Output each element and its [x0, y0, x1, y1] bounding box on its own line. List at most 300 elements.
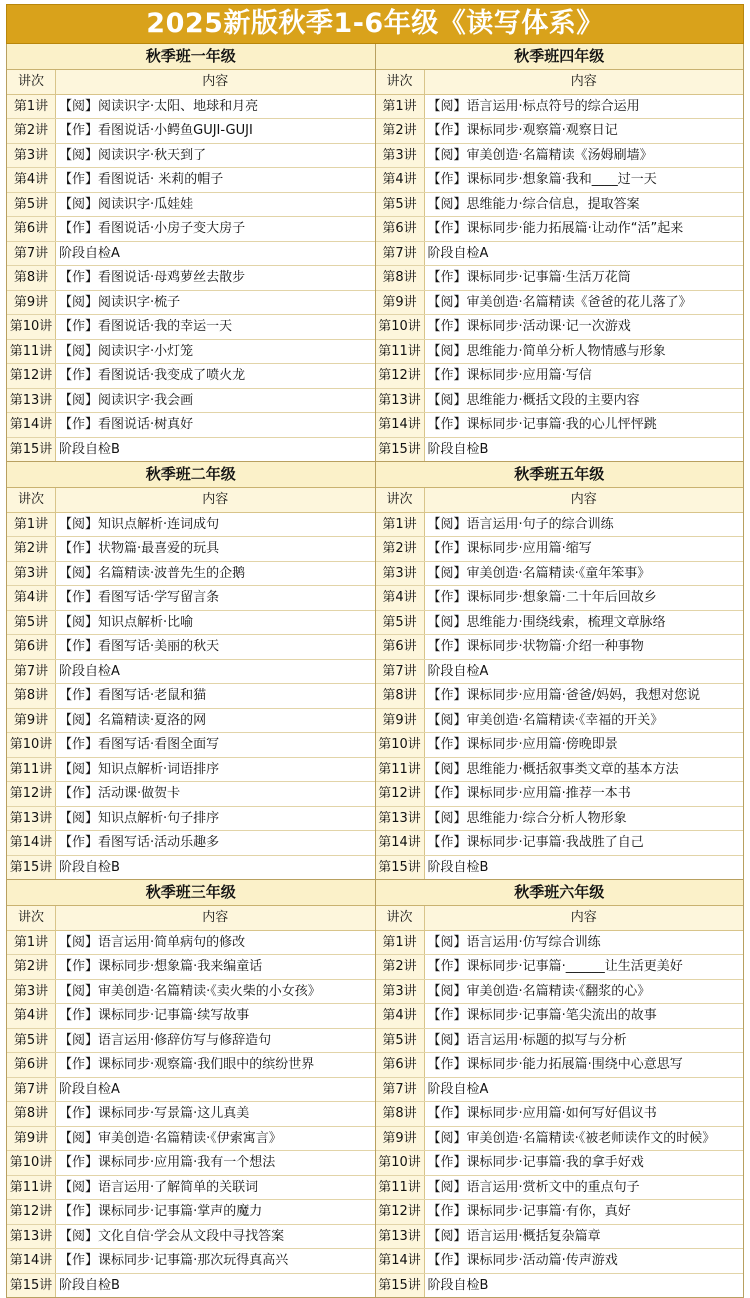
lecture-number: 第9讲	[376, 291, 425, 315]
grade-block	[7, 44, 375, 462]
lecture-number: 第12讲	[376, 364, 425, 388]
lecture-number: 第11讲	[376, 340, 425, 364]
table-row	[376, 758, 744, 783]
lecture-content: 【阅】阅读识字·我会画	[59, 392, 194, 408]
table-row	[7, 119, 375, 144]
lecture-number: 第11讲	[7, 340, 56, 364]
lecture-number: 第4讲	[376, 586, 425, 610]
table-header	[376, 906, 744, 931]
lecture-content: 【阅】文化自信·学会从文段中寻找答案	[59, 1228, 285, 1244]
table-row	[7, 586, 375, 611]
lecture-number: 第14讲	[7, 413, 56, 437]
table-row	[7, 931, 375, 956]
lecture-content: 【阅】语言运用·句子的综合训练	[427, 516, 614, 532]
table-row	[7, 413, 375, 438]
lecture-number: 第8讲	[7, 1102, 56, 1126]
table-row	[376, 1274, 744, 1298]
lecture-content: 【作】课标同步·写景篇·这儿真美	[59, 1106, 250, 1121]
table-row	[7, 782, 375, 807]
lecture-number: 第6讲	[7, 217, 56, 241]
lecture-content: 【阅】名篇精读·波普先生的企鹅	[59, 565, 246, 581]
header-lecture: 讲次	[7, 70, 56, 94]
lecture-content: 【作】课标同步·观察篇·观察日记	[427, 123, 618, 138]
lecture-content: 【作】看图说话·我的幸运一天	[59, 319, 233, 334]
table-row	[376, 242, 744, 267]
table-row	[7, 193, 375, 218]
table-row	[376, 684, 744, 709]
lecture-content: 【作】课标同步·观察篇·我们眼中的缤纷世界	[59, 1057, 315, 1072]
lecture-number: 第13讲	[376, 389, 425, 413]
lecture-number: 第14讲	[376, 413, 425, 437]
lecture-number: 第1讲	[7, 95, 56, 119]
table-row	[7, 266, 375, 291]
lecture-content: 【作】课标同步·应用篇·推荐一本书	[427, 786, 631, 801]
lecture-content: 阶段自检A	[427, 245, 489, 261]
table-header	[376, 70, 744, 95]
lecture-content: 【作】看图写话·看图全面写	[59, 737, 220, 752]
table-header	[7, 488, 375, 513]
lecture-content: 阶段自检B	[59, 1277, 120, 1293]
lecture-number: 第5讲	[7, 611, 56, 635]
header-lecture: 讲次	[376, 70, 425, 94]
table-row	[7, 709, 375, 734]
lecture-number: 第13讲	[7, 807, 56, 831]
table-row	[376, 1151, 744, 1176]
header-content: 内容	[202, 910, 229, 925]
lecture-content: 【阅】阅读识字·太阳、地球和月亮	[59, 98, 259, 114]
table-row	[7, 513, 375, 538]
header-lecture: 讲次	[7, 906, 56, 930]
lecture-content: 【阅】思维能力·综合信息，提取答案	[427, 196, 640, 212]
lecture-content: 【作】看图说话·母鸡萝丝去散步	[59, 270, 246, 285]
table-row	[7, 1102, 375, 1127]
grade-block	[376, 462, 744, 880]
lecture-number: 第10讲	[7, 733, 56, 757]
lecture-number: 第5讲	[376, 193, 425, 217]
grade-title: 秋季班四年级	[376, 44, 744, 70]
table-row	[7, 562, 375, 587]
lecture-number: 第11讲	[376, 1176, 425, 1200]
table-row	[376, 611, 744, 636]
table-row	[7, 831, 375, 856]
header-lecture: 讲次	[376, 906, 425, 930]
lecture-content: 【阅】审美创造·名篇精读·《翻浆的心》	[427, 983, 651, 999]
table-row	[376, 1176, 744, 1201]
table-row	[7, 1029, 375, 1054]
table-row	[7, 1004, 375, 1029]
lecture-content: 阶段自检B	[59, 859, 120, 875]
lecture-number: 第13讲	[7, 1225, 56, 1249]
lecture-content: 【作】看图说话·我变成了喷火龙	[59, 368, 246, 383]
table-row	[7, 758, 375, 783]
lecture-number: 第7讲	[7, 1078, 56, 1102]
table-row	[376, 1200, 744, 1225]
grade-block	[7, 462, 375, 880]
table-row	[7, 438, 375, 462]
lecture-number: 第7讲	[376, 660, 425, 684]
table-row	[376, 266, 744, 291]
table-row	[7, 364, 375, 389]
lecture-content: 【作】课标同步·活动篇·传声游戏	[427, 1253, 618, 1268]
lecture-content: 【作】课标同步·活动课·记一次游戏	[427, 319, 631, 334]
header-content: 内容	[570, 492, 597, 507]
table-row	[376, 709, 744, 734]
lecture-number: 第12讲	[376, 782, 425, 806]
lecture-content: 【作】课标同步·记事篇·续写故事	[59, 1008, 250, 1023]
lecture-number: 第4讲	[7, 168, 56, 192]
lecture-content: 【作】看图说话·树真好	[59, 417, 194, 432]
lecture-number: 第5讲	[376, 1029, 425, 1053]
table-row	[7, 733, 375, 758]
lecture-content: 【作】看图写话·美丽的秋天	[59, 639, 220, 654]
lecture-content: 【阅】审美创造·名篇精读·《被老师读作文的时候》	[427, 1130, 716, 1146]
table-row	[7, 389, 375, 414]
lecture-content: 阶段自检B	[427, 859, 489, 875]
lecture-content: 【阅】语言运用·标题的拟写与分析	[427, 1032, 627, 1048]
lecture-number: 第2讲	[376, 119, 425, 143]
table-row	[376, 831, 744, 856]
grade-block	[7, 880, 375, 1298]
lecture-number: 第10讲	[7, 1151, 56, 1175]
grade-title: 秋季班三年级	[7, 880, 375, 906]
lecture-number: 第8讲	[7, 266, 56, 290]
lecture-number: 第13讲	[376, 1225, 425, 1249]
lecture-number: 第13讲	[376, 807, 425, 831]
lecture-number: 第13讲	[7, 389, 56, 413]
table-header	[7, 906, 375, 931]
lecture-number: 第12讲	[7, 1200, 56, 1224]
lecture-content: 【阅】审美创造·名篇精读《汤姆刷墙》	[427, 147, 653, 163]
lecture-number: 第4讲	[376, 168, 425, 192]
lecture-content: 【作】课标同步·应用篇·我有一个想法	[59, 1155, 276, 1170]
grade-title: 秋季班五年级	[376, 462, 744, 488]
lecture-content: 【阅】审美创造·名篇精读《爸爸的花儿落了》	[427, 294, 692, 310]
lecture-content: 【阅】思维能力·简单分析人物情感与形象	[427, 343, 666, 359]
table-row	[376, 1225, 744, 1250]
lecture-content: 【作】课标同步·应用篇·傍晚即景	[427, 737, 618, 752]
lecture-content: 【阅】阅读识字·瓜娃娃	[59, 196, 194, 212]
lecture-number: 第15讲	[7, 1274, 56, 1298]
table-row	[376, 364, 744, 389]
table-row	[376, 315, 744, 340]
lecture-number: 第8讲	[376, 266, 425, 290]
table-row	[7, 684, 375, 709]
lecture-content: 【阅】语言运用·了解简单的关联词	[59, 1179, 259, 1195]
table-row	[376, 291, 744, 316]
lecture-content: 【阅】知识点解析·词语排序	[59, 761, 220, 777]
lecture-number: 第9讲	[7, 709, 56, 733]
lecture-content: 【作】看图写话·学写留言条	[59, 590, 220, 605]
lecture-number: 第5讲	[7, 1029, 56, 1053]
table-row	[376, 807, 744, 832]
header-lecture: 讲次	[376, 488, 425, 512]
lecture-number: 第15讲	[376, 1274, 425, 1298]
lecture-number: 第6讲	[376, 635, 425, 659]
table-header	[7, 70, 375, 95]
table-row	[7, 340, 375, 365]
lecture-number: 第2讲	[7, 955, 56, 979]
grade-block	[376, 880, 744, 1298]
lecture-number: 第14讲	[7, 831, 56, 855]
lecture-content: 【阅】审美创造·名篇精读·《卖火柴的小女孩》	[59, 983, 321, 999]
table-row	[376, 660, 744, 685]
lecture-number: 第7讲	[7, 660, 56, 684]
lecture-content: 【阅】语言运用·修辞仿写与修辞造句	[59, 1032, 272, 1048]
table-row	[376, 782, 744, 807]
lecture-number: 第9讲	[376, 1127, 425, 1151]
table-row	[376, 980, 744, 1005]
lecture-number: 第15讲	[376, 856, 425, 880]
table-row	[7, 1078, 375, 1103]
lecture-content: 【作】课标同步·想象篇·我和____过一天	[427, 172, 657, 187]
lecture-number: 第15讲	[7, 438, 56, 462]
table-row	[376, 1127, 744, 1152]
lecture-number: 第14讲	[7, 1249, 56, 1273]
lecture-content: 【作】课标同步·记事篇·生活万花筒	[427, 270, 631, 285]
table-row	[376, 95, 744, 120]
table-row	[7, 807, 375, 832]
table-row	[7, 1053, 375, 1078]
table-row	[376, 537, 744, 562]
lecture-number: 第11讲	[376, 758, 425, 782]
lecture-content: 【作】课标同步·记事篇·我的拿手好戏	[427, 1155, 644, 1170]
lecture-content: 【阅】知识点解析·连词成句	[59, 516, 220, 532]
lecture-number: 第3讲	[376, 562, 425, 586]
lecture-content: 阶段自检A	[59, 245, 120, 261]
lecture-number: 第2讲	[7, 119, 56, 143]
lecture-content: 【作】课标同步·记事篇·那次玩得真高兴	[59, 1253, 289, 1268]
lecture-number: 第8讲	[7, 684, 56, 708]
table-row	[376, 1004, 744, 1029]
table-row	[7, 1151, 375, 1176]
lecture-number: 第10讲	[376, 733, 425, 757]
lecture-content: 【作】课标同步·记事篇·______让生活更美好	[427, 959, 683, 974]
table-row	[376, 733, 744, 758]
table-row	[7, 1200, 375, 1225]
lecture-content: 【阅】阅读识字·秋天到了	[59, 147, 207, 163]
lecture-content: 阶段自检A	[59, 1081, 120, 1097]
table-row	[376, 931, 744, 956]
lecture-number: 第5讲	[7, 193, 56, 217]
lecture-content: 阶段自检B	[427, 1277, 489, 1293]
lecture-content: 【作】课标同步·应用篇·写信	[427, 368, 592, 383]
grade-title: 秋季班六年级	[376, 880, 744, 906]
table-row	[376, 413, 744, 438]
lecture-content: 【作】状物篇·最喜爱的玩具	[59, 541, 220, 556]
lecture-content: 【阅】阅读识字·梳子	[59, 294, 181, 310]
table-row	[7, 856, 375, 880]
header-content: 内容	[202, 492, 229, 507]
grade-title: 秋季班二年级	[7, 462, 375, 488]
lecture-content: 【阅】知识点解析·比喻	[59, 614, 194, 630]
table-row	[7, 1249, 375, 1274]
lecture-content: 【阅】语言运用·仿写综合训练	[427, 934, 601, 950]
lecture-number: 第1讲	[376, 95, 425, 119]
table-row	[7, 611, 375, 636]
lecture-content: 阶段自检B	[59, 441, 120, 457]
curriculum-grid	[6, 44, 744, 1298]
table-row	[376, 389, 744, 414]
lecture-content: 【阅】思维能力·概括文段的主要内容	[427, 392, 640, 408]
header-lecture: 讲次	[7, 488, 56, 512]
lecture-content: 【作】看图写话·活动乐趣多	[59, 835, 220, 850]
lecture-content: 阶段自检A	[59, 663, 120, 679]
lecture-number: 第3讲	[376, 980, 425, 1004]
table-row	[376, 1078, 744, 1103]
left-column	[7, 44, 376, 1298]
table-row	[7, 1127, 375, 1152]
lecture-number: 第5讲	[376, 611, 425, 635]
table-row	[376, 1029, 744, 1054]
lecture-content: 【作】课标同步·记事篇·我的心儿怦怦跳	[427, 417, 657, 432]
lecture-content: 【阅】语言运用·赏析文中的重点句子	[427, 1179, 640, 1195]
lecture-number: 第3讲	[7, 980, 56, 1004]
right-column	[376, 44, 745, 1298]
lecture-content: 【阅】思维能力·综合分析人物形象	[427, 810, 627, 826]
table-row	[7, 537, 375, 562]
lecture-number: 第12讲	[376, 1200, 425, 1224]
lecture-content: 【作】课标同步·应用篇·爸爸/妈妈，我想对您说	[427, 688, 701, 703]
table-row	[7, 95, 375, 120]
header-content: 内容	[202, 74, 229, 89]
table-row	[376, 562, 744, 587]
table-row	[376, 1249, 744, 1274]
lecture-number: 第2讲	[376, 955, 425, 979]
lecture-number: 第6讲	[7, 635, 56, 659]
lecture-number: 第9讲	[7, 291, 56, 315]
lecture-content: 【阅】思维能力·概括叙事类文章的基本方法	[427, 761, 679, 777]
table-header	[376, 488, 744, 513]
table-row	[376, 144, 744, 169]
lecture-number: 第2讲	[376, 537, 425, 561]
table-row	[7, 315, 375, 340]
table-row	[376, 856, 744, 880]
table-row	[7, 1274, 375, 1298]
lecture-content: 【作】看图写话·老鼠和猫	[59, 688, 207, 703]
lecture-number: 第15讲	[376, 438, 425, 462]
lecture-content: 阶段自检B	[427, 441, 489, 457]
lecture-number: 第11讲	[7, 758, 56, 782]
lecture-number: 第1讲	[376, 513, 425, 537]
table-row	[7, 980, 375, 1005]
lecture-content: 【阅】思维能力·围绕线索，梳理文章脉络	[427, 614, 666, 630]
table-row	[376, 586, 744, 611]
lecture-number: 第2讲	[7, 537, 56, 561]
lecture-content: 【阅】审美创造·名篇精读·《伊索寓言》	[59, 1130, 282, 1146]
lecture-number: 第3讲	[7, 562, 56, 586]
lecture-number: 第3讲	[7, 144, 56, 168]
lecture-number: 第7讲	[376, 1078, 425, 1102]
table-row	[376, 193, 744, 218]
lecture-content: 【阅】知识点解析·句子排序	[59, 810, 220, 826]
lecture-number: 第3讲	[376, 144, 425, 168]
lecture-number: 第1讲	[7, 513, 56, 537]
lecture-content: 【作】课标同步·应用篇·缩写	[427, 541, 592, 556]
table-row	[376, 635, 744, 660]
table-row	[376, 217, 744, 242]
table-row	[7, 1225, 375, 1250]
table-row	[376, 340, 744, 365]
table-row	[7, 1176, 375, 1201]
table-row	[7, 635, 375, 660]
lecture-content: 【阅】审美创造·名篇精读·《幸福的开关》	[427, 712, 664, 728]
lecture-content: 【作】课标同步·记事篇·笔尖流出的故事	[427, 1008, 657, 1023]
lecture-number: 第10讲	[376, 315, 425, 339]
table-row	[376, 1053, 744, 1078]
table-row	[7, 660, 375, 685]
lecture-number: 第10讲	[7, 315, 56, 339]
lecture-number: 第9讲	[376, 709, 425, 733]
lecture-number: 第4讲	[376, 1004, 425, 1028]
lecture-number: 第7讲	[7, 242, 56, 266]
lecture-number: 第14讲	[376, 831, 425, 855]
table-row	[376, 438, 744, 462]
lecture-content: 【作】课标同步·想象篇·二十年后回故乡	[427, 590, 657, 605]
table-row	[7, 242, 375, 267]
lecture-content: 【作】课标同步·状物篇·介绍一种事物	[427, 639, 644, 654]
lecture-content: 【作】看图说话·小房子变大房子	[59, 221, 246, 236]
lecture-content: 【作】课标同步·应用篇·如何写好倡议书	[427, 1106, 657, 1121]
lecture-number: 第8讲	[376, 684, 425, 708]
lecture-number: 第12讲	[7, 364, 56, 388]
lecture-number: 第12讲	[7, 782, 56, 806]
lecture-number: 第11讲	[7, 1176, 56, 1200]
lecture-content: 【阅】名篇精读·夏洛的网	[59, 712, 207, 728]
lecture-number: 第9讲	[7, 1127, 56, 1151]
lecture-content: 【作】课标同步·记事篇·掌声的魔力	[59, 1204, 263, 1219]
lecture-number: 第6讲	[376, 1053, 425, 1077]
table-row	[376, 513, 744, 538]
lecture-content: 【作】课标同步·记事篇·有你，真好	[427, 1204, 631, 1219]
lecture-number: 第1讲	[376, 931, 425, 955]
lecture-content: 【阅】阅读识字·小灯笼	[59, 343, 194, 359]
lecture-number: 第4讲	[7, 586, 56, 610]
table-row	[376, 955, 744, 980]
lecture-content: 【作】课标同步·能力拓展篇·围绕中心意思写	[427, 1057, 683, 1072]
header-content: 内容	[570, 910, 597, 925]
table-row	[7, 291, 375, 316]
lecture-content: 【阅】语言运用·概括复杂篇章	[427, 1228, 601, 1244]
header-content: 内容	[570, 74, 597, 89]
lecture-number: 第7讲	[376, 242, 425, 266]
lecture-number: 第4讲	[7, 1004, 56, 1028]
grade-title: 秋季班一年级	[7, 44, 375, 70]
lecture-content: 阶段自检A	[427, 663, 489, 679]
table-row	[7, 168, 375, 193]
table-row	[376, 1102, 744, 1127]
page-title: 2025新版秋季1-6年级《读写体系》	[6, 4, 744, 44]
lecture-number: 第1讲	[7, 931, 56, 955]
lecture-content: 【作】看图说话· 米莉的帽子	[59, 172, 224, 187]
lecture-number: 第10讲	[376, 1151, 425, 1175]
lecture-content: 【阅】审美创造·名篇精读·《童年笨事》	[427, 565, 651, 581]
lecture-number: 第15讲	[7, 856, 56, 880]
table-row	[7, 217, 375, 242]
lecture-content: 【作】课标同步·记事篇·我战胜了自己	[427, 835, 644, 850]
lecture-number: 第8讲	[376, 1102, 425, 1126]
lecture-content: 【作】课标同步·想象篇·我来编童话	[59, 959, 263, 974]
lecture-number: 第14讲	[376, 1249, 425, 1273]
lecture-content: 【作】课标同步·能力拓展篇·让动作“活”起来	[427, 221, 684, 236]
table-row	[376, 168, 744, 193]
lecture-content: 【阅】语言运用·标点符号的综合运用	[427, 98, 640, 114]
table-row	[7, 144, 375, 169]
lecture-number: 第6讲	[7, 1053, 56, 1077]
table-row	[376, 119, 744, 144]
lecture-number: 第6讲	[376, 217, 425, 241]
lecture-content: 阶段自检A	[427, 1081, 489, 1097]
lecture-content: 【作】活动课·做贺卡	[59, 786, 181, 801]
